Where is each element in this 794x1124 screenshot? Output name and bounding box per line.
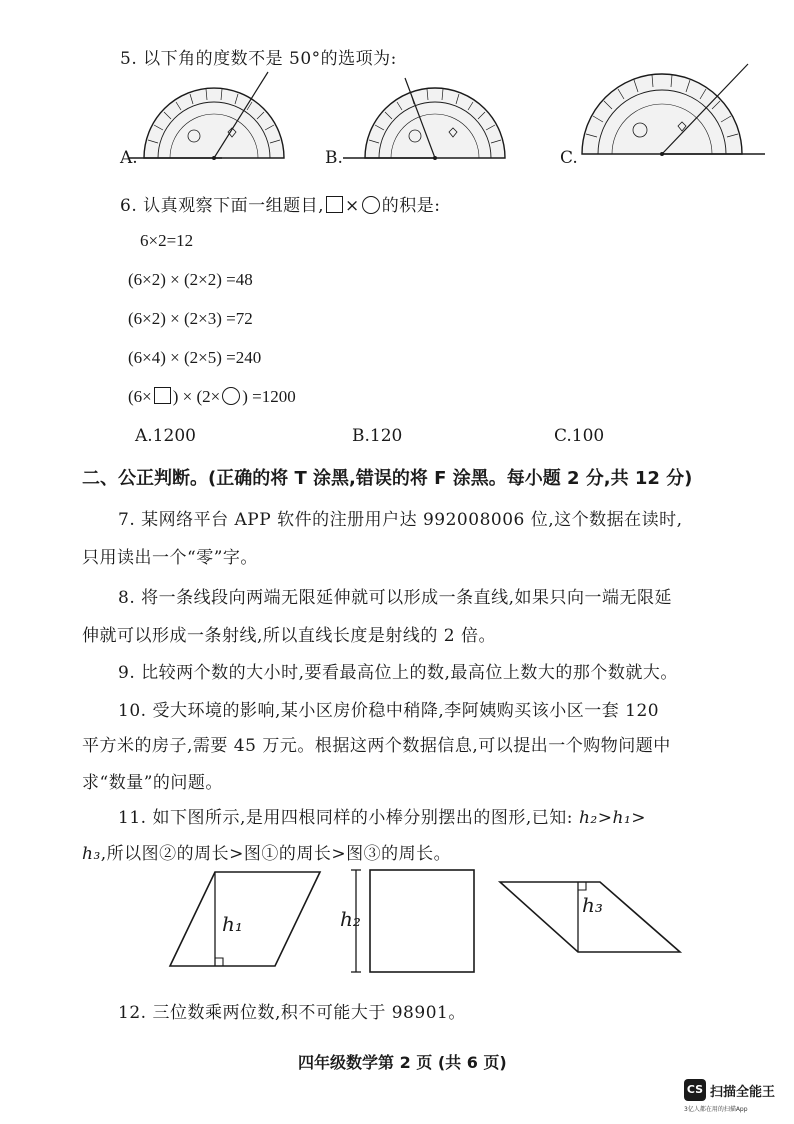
page-footer: 四年级数学第 2 页 (共 6 页) (298, 1053, 507, 1072)
h1-label: h₁ (222, 912, 243, 936)
h3-label: h₃ (582, 893, 603, 917)
q5-text: 5. 以下角的度数不是 50°的选项为: (120, 49, 397, 69)
q6-line-4: (6×4) × (2×5) =240 (128, 348, 262, 367)
q5-option-a-label: A. (120, 148, 138, 168)
q6-text (120, 191, 441, 216)
q10-line-3: 求“数量”的问题。 (82, 773, 223, 793)
watermark-tagline: 3亿人都在用的扫描App (684, 1106, 748, 1113)
q6-line-3: (6×2) × (2×3) =72 (128, 309, 253, 328)
protractor-a-image (118, 70, 308, 165)
q6-line-5 (128, 387, 296, 407)
q9-line-1: 9. 比较两个数的大小时,要看最高位上的数,最高位上数大的那个数就大。 (118, 663, 678, 683)
q10-line-1: 10. 受大环境的影响,某小区房价稳中稍降,李阿姨购买该小区一套 120 (118, 701, 660, 721)
q11-line-1 (118, 803, 646, 828)
q11-line-1-text: 11. 如下图所示,是用四根同样的小棒分别摆出的图形,已知: (118, 808, 573, 828)
square-blank-icon (154, 387, 171, 404)
q6-option-b: B.120 (352, 426, 403, 446)
q10-line-2: 平方米的房子,需要 45 万元。根据这两个数据信息,可以提出一个购物问题中 (82, 736, 671, 756)
square-blank-icon (326, 196, 343, 213)
q6-suffix: 的积是: (381, 196, 441, 216)
q6-option-c: C.100 (554, 426, 605, 446)
h2-label: h₂ (340, 907, 361, 931)
q7-line-2: 只用读出一个“零”字。 (82, 548, 258, 568)
camscanner-logo-icon: CS (684, 1079, 706, 1101)
q11-line-2 (82, 839, 451, 864)
q8-line-1: 8. 将一条线段向两端无限延伸就可以形成一条直线,如果只向一端无限延 (118, 588, 673, 608)
q11-line-1-math: h₂>h₁> (578, 808, 646, 828)
q6-line-1: 6×2=12 (140, 231, 194, 250)
q7-line-1: 7. 某网络平台 APP 软件的注册用户达 992008006 位,这个数据在读时, (118, 510, 683, 530)
watermark-app-name: 扫描全能王 (710, 1085, 776, 1100)
q6-last-b: ) × (2× (172, 387, 221, 406)
q6-option-a: A.1200 (135, 426, 196, 446)
circle-blank-icon (362, 196, 380, 214)
figure-2-square (351, 870, 474, 972)
q5-option-c-label: C. (560, 148, 578, 168)
circle-blank-icon (222, 387, 240, 405)
figure-1-parallelogram (170, 872, 320, 966)
q6-last-a: (6× (128, 387, 152, 406)
protractor-c-image (560, 58, 770, 168)
q8-line-2: 伸就可以形成一条射线,所以直线长度是射线的 2 倍。 (82, 626, 497, 646)
q11-line-2-math: h₃ (82, 844, 101, 864)
q6-mid: × (345, 196, 360, 216)
q6-last-c: ) =1200 (242, 387, 296, 406)
q6-prefix: 6. 认真观察下面一组题目, (120, 196, 325, 216)
q11-line-2-text: ,所以图②的周长>图①的周长>图③的周长。 (100, 844, 452, 864)
q5-option-b-label: B. (325, 148, 343, 168)
section-2-title: 二、公正判断。(正确的将 T 涂黑,错误的将 F 涂黑。每小题 2 分,共 12 分) (82, 468, 693, 489)
q12-line-1: 12. 三位数乘两位数,积不可能大于 98901。 (118, 1003, 466, 1023)
q6-line-2: (6×2) × (2×2) =48 (128, 270, 253, 289)
protractor-b-image (325, 70, 525, 165)
